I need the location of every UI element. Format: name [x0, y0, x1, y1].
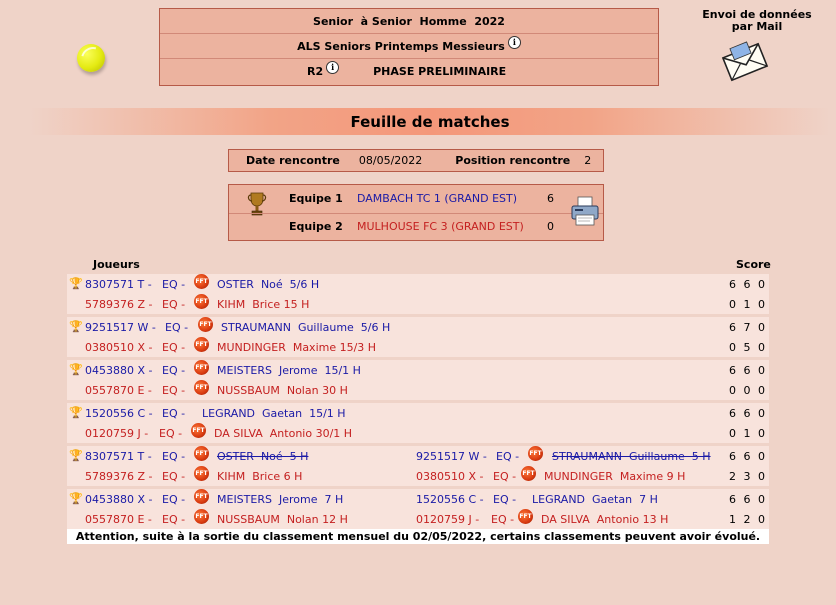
player-name[interactable]: LEGRAND Gaetan 15/1 H — [202, 407, 346, 420]
fft-logo-icon: FFT — [194, 294, 209, 309]
winner-cup-icon: 🏆 — [69, 492, 83, 505]
partner-code[interactable]: 1520556 C - — [416, 493, 484, 506]
team-1-score: 6 — [547, 192, 554, 205]
match-line-loser — [67, 509, 769, 529]
match-row — [67, 274, 769, 314]
fft-logo-icon: FFT — [198, 317, 213, 332]
player-name[interactable]: OSTER Noé 5 H — [217, 450, 309, 463]
send-mail-label-2: par Mail — [731, 20, 783, 33]
page-banner — [30, 108, 830, 135]
player-code[interactable]: 0453880 X - — [85, 493, 153, 506]
fft-logo-icon: FFT — [528, 446, 543, 461]
fft-logo-icon: FFT — [194, 360, 209, 375]
partner-name[interactable]: STRAUMANN Guillaume 5 H — [552, 450, 711, 463]
partner-code[interactable]: 0120759 J - — [416, 513, 480, 526]
score-line: 6 6 0 — [729, 493, 767, 506]
match-line-loser — [67, 423, 769, 443]
position-label: Position rencontre — [455, 154, 571, 167]
player-name[interactable]: MEISTERS Jerome 7 H — [217, 493, 344, 506]
player-name[interactable]: NUSSBAUM Nolan 12 H — [217, 513, 348, 526]
fft-logo-icon: FFT — [194, 466, 209, 481]
team-1-name[interactable]: DAMBACH TC 1 (GRAND EST) — [357, 192, 518, 205]
partner-eq: EQ - — [496, 450, 520, 463]
partner-name[interactable]: DA SILVA Antonio 13 H — [541, 513, 669, 526]
player-code[interactable]: 0120759 J - — [85, 427, 149, 440]
player-eq: EQ - — [162, 450, 186, 463]
score-line: 0 1 0 — [729, 298, 767, 311]
player-eq: EQ - — [162, 384, 186, 397]
printer-icon[interactable] — [569, 195, 601, 229]
division-label: R2 — [307, 65, 324, 78]
match-line-loser — [67, 380, 769, 400]
player-name[interactable]: MUNDINGER Maxime 15/3 H — [217, 341, 377, 354]
score-column-header: Score — [736, 258, 771, 271]
player-name[interactable]: NUSSBAUM Nolan 30 H — [217, 384, 348, 397]
player-code[interactable]: 5789376 Z - — [85, 470, 153, 483]
score-line: 1 2 0 — [729, 513, 767, 526]
fft-logo-icon: FFT — [191, 423, 206, 438]
fft-logo-icon: FFT — [194, 337, 209, 352]
competition-title: Senior à Senior Homme 2022 — [313, 14, 505, 28]
partner-eq: EQ - — [493, 470, 517, 483]
partner-code[interactable]: 9251517 W - — [416, 450, 487, 463]
player-eq: EQ - — [162, 407, 186, 420]
team-row-1 — [229, 185, 603, 212]
winner-cup-icon: 🏆 — [69, 277, 83, 290]
header-competition-row — [160, 34, 658, 59]
tennis-ball-icon — [77, 44, 105, 72]
score-line: 0 5 0 — [729, 341, 767, 354]
player-code[interactable]: 0380510 X - — [85, 341, 153, 354]
competition-info-icon[interactable]: i — [508, 36, 521, 49]
header-title-row — [160, 9, 658, 34]
player-eq: EQ - — [162, 470, 186, 483]
partner-code[interactable]: 0380510 X - — [416, 470, 484, 483]
partner-name[interactable]: MUNDINGER Maxime 9 H — [544, 470, 686, 483]
match-row-double — [67, 489, 769, 529]
ranking-notice: Attention, suite à la sortie du classement mensuel du 02/05/2022, certains classements peuvent avoir évolué. — [67, 529, 769, 544]
winner-cup-icon: 🏆 — [69, 363, 83, 376]
match-row — [67, 360, 769, 400]
fft-logo-icon: FFT — [194, 274, 209, 289]
phase-label: PHASE PRELIMINAIRE — [373, 65, 507, 78]
match-row-double — [67, 446, 769, 486]
match-line-winner — [67, 403, 769, 423]
division-info-icon[interactable]: i — [326, 61, 339, 74]
player-code[interactable]: 0557870 E - — [85, 513, 152, 526]
player-code[interactable]: 0453880 X - — [85, 364, 153, 377]
partner-eq: EQ - — [491, 513, 515, 526]
winner-cup-icon: 🏆 — [69, 320, 83, 333]
fft-logo-icon: FFT — [194, 380, 209, 395]
player-eq: EQ - — [159, 427, 183, 440]
player-code[interactable]: 9251517 W - — [85, 321, 156, 334]
fft-logo-icon: FFT — [518, 509, 533, 524]
player-name[interactable]: KIHM Brice 6 H — [217, 470, 303, 483]
date-label: Date rencontre — [246, 154, 340, 167]
score-line: 6 7 0 — [729, 321, 767, 334]
match-line-winner — [67, 317, 769, 337]
meeting-info-box — [228, 149, 604, 172]
fft-logo-icon: FFT — [194, 489, 209, 504]
player-eq: EQ - — [162, 341, 186, 354]
match-line-loser — [67, 337, 769, 357]
position-value: 2 — [584, 154, 592, 167]
match-line-winner — [67, 274, 769, 294]
fft-logo-icon: FFT — [194, 509, 209, 524]
score-line: 6 6 0 — [729, 407, 767, 420]
match-line-winner — [67, 489, 769, 509]
fft-logo-icon: FFT — [521, 466, 536, 481]
score-line: 6 6 0 — [729, 450, 767, 463]
partner-eq: EQ - — [493, 493, 517, 506]
player-name[interactable]: STRAUMANN Guillaume 5/6 H — [221, 321, 391, 334]
competition-name: ALS Seniors Printemps Messieurs — [297, 39, 505, 53]
fft-logo-icon: FFT — [194, 446, 209, 461]
partner-name[interactable]: LEGRAND Gaetan 7 H — [532, 493, 658, 506]
matches-list — [67, 274, 769, 532]
match-line-winner — [67, 360, 769, 380]
player-eq: EQ - — [165, 321, 189, 334]
team-2-label: Equipe 2 — [289, 220, 343, 233]
date-value: 08/05/2022 — [358, 154, 423, 167]
teams-box — [228, 184, 604, 241]
player-eq: EQ - — [162, 298, 186, 311]
player-code[interactable]: 1520556 C - — [85, 407, 153, 420]
player-name[interactable]: KIHM Brice 15 H — [217, 298, 310, 311]
match-line-loser — [67, 294, 769, 314]
player-eq: EQ - — [162, 493, 186, 506]
match-line-loser — [67, 466, 769, 486]
score-line: 2 3 0 — [729, 470, 767, 483]
team-1-label: Equipe 1 — [289, 192, 343, 205]
match-line-winner — [67, 446, 769, 466]
page-title: Feuille de matches — [350, 112, 510, 131]
team-2-score: 0 — [547, 220, 554, 233]
player-code[interactable]: 5789376 Z - — [85, 298, 153, 311]
team-2-name[interactable]: MULHOUSE FC 3 (GRAND EST) — [357, 220, 524, 233]
send-mail-label-1: Envoi de données — [702, 8, 812, 21]
player-eq: EQ - — [162, 513, 186, 526]
envelope-icon[interactable] — [720, 40, 770, 82]
competition-header — [159, 8, 659, 86]
player-code[interactable]: 0557870 E - — [85, 384, 152, 397]
score-line: 0 1 0 — [729, 427, 767, 440]
player-name[interactable]: DA SILVA Antonio 30/1 H — [214, 427, 353, 440]
winner-cup-icon: 🏆 — [69, 449, 83, 462]
score-line: 6 6 0 — [729, 278, 767, 291]
score-line: 0 0 0 — [729, 384, 767, 397]
team-row-2 — [229, 213, 603, 240]
winner-cup-icon: 🏆 — [69, 406, 83, 419]
player-name[interactable]: MEISTERS Jerome 15/1 H — [217, 364, 361, 377]
match-row — [67, 317, 769, 357]
header-division-row — [160, 59, 658, 84]
player-eq: EQ - — [162, 278, 186, 291]
match-row — [67, 403, 769, 443]
send-mail-block[interactable] — [682, 9, 832, 33]
player-eq: EQ - — [162, 364, 186, 377]
score-line: 6 6 0 — [729, 364, 767, 377]
player-code[interactable]: 8307571 T - — [85, 278, 152, 291]
player-name[interactable]: OSTER Noé 5/6 H — [217, 278, 320, 291]
players-column-header: Joueurs — [93, 258, 140, 271]
player-code[interactable]: 8307571 T - — [85, 450, 152, 463]
